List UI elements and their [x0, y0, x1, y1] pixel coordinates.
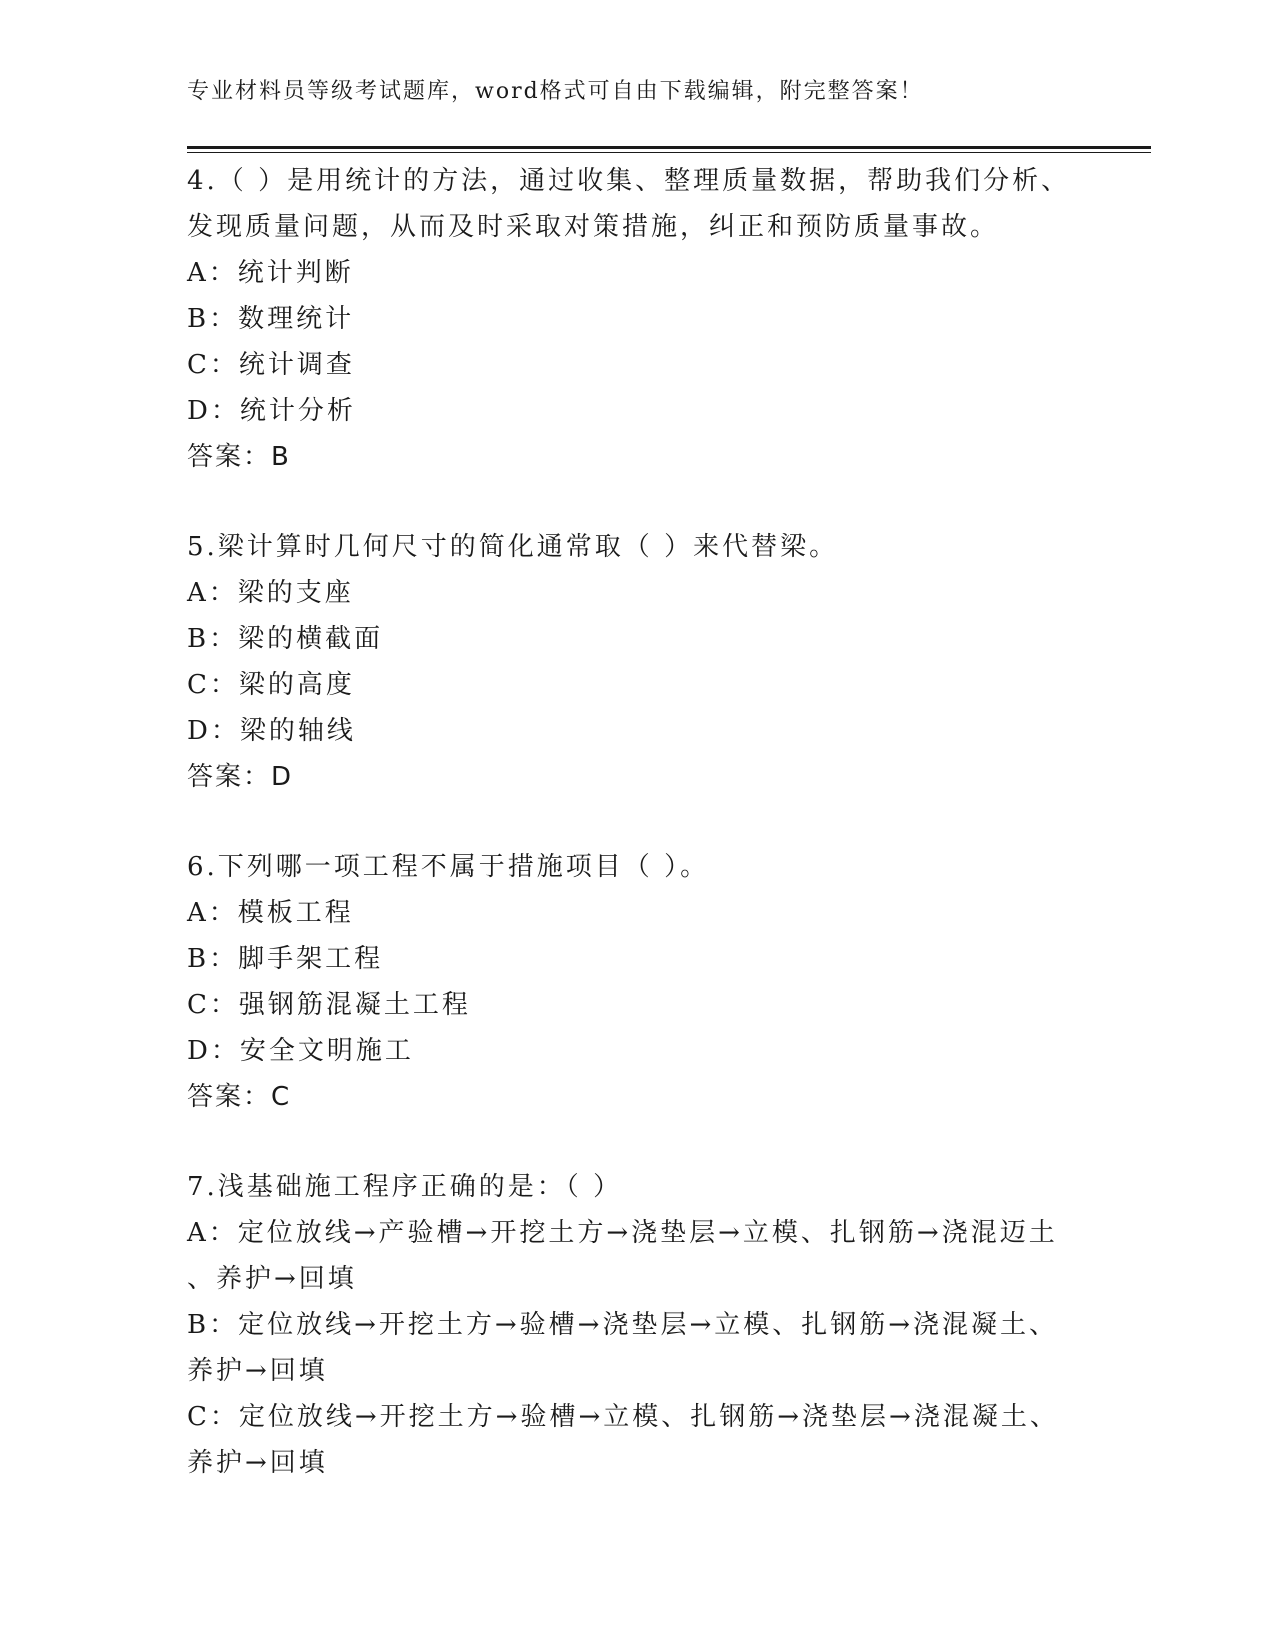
header-rule — [187, 146, 1151, 149]
option-c: C：梁的高度 — [187, 670, 355, 700]
option-b: B：梁的横截面 — [187, 624, 384, 654]
option-a: A：定位放线→产验槽→开挖土方→浇垫层→立模、扎钢筋→浇混迈土 — [187, 1218, 1058, 1248]
question-6 — [187, 844, 1087, 1120]
question-5 — [187, 524, 1087, 800]
question-stem-line: 5.梁计算时几何尺寸的简化通常取（ ）来代替梁。 — [187, 532, 839, 562]
option-c: C：强钢筋混凝土工程 — [187, 990, 471, 1020]
option-a: A：梁的支座 — [187, 578, 354, 608]
answer-label: 答案：D — [187, 762, 294, 792]
option-b: B：数理统计 — [187, 304, 355, 334]
option-c-continued: 养护→回填 — [187, 1448, 328, 1478]
question-stem-line: 发现质量问题，从而及时采取对策措施，纠正和预防质量事故。 — [187, 212, 1000, 242]
option-d: D：梁的轴线 — [187, 716, 356, 746]
option-b: B：脚手架工程 — [187, 944, 384, 974]
option-b-continued: 养护→回填 — [187, 1356, 328, 1386]
option-c: C：统计调查 — [187, 350, 355, 380]
page-header-text: 专业材料员等级考试题库，word格式可自由下载编辑，附完整答案！ — [187, 79, 924, 104]
option-d: D：安全文明施工 — [187, 1036, 414, 1066]
question-stem-line: 6.下列哪一项工程不属于措施项目（ ）。 — [187, 852, 710, 882]
option-d: D：统计分析 — [187, 396, 356, 426]
option-c: C：定位放线→开挖土方→验槽→立模、扎钢筋→浇垫层→浇混凝土、 — [187, 1402, 1059, 1432]
option-a: A：模板工程 — [187, 898, 354, 928]
question-list — [187, 158, 1087, 1530]
option-a: A：统计判断 — [187, 258, 354, 288]
answer-label: 答案：C — [187, 1082, 292, 1112]
option-a-continued: 、养护→回填 — [187, 1264, 357, 1294]
question-4 — [187, 158, 1087, 480]
question-7 — [187, 1164, 1087, 1486]
question-stem-line: 7.浅基础施工程序正确的是：（ ） — [187, 1172, 623, 1202]
answer-label: 答案：B — [187, 442, 291, 472]
header-rule-thin — [187, 152, 1151, 153]
question-stem-line: 4.（ ）是用统计的方法，通过收集、整理质量数据，帮助我们分析、 — [187, 166, 1071, 196]
option-b: B：定位放线→开挖土方→验槽→浇垫层→立模、扎钢筋→浇混凝土、 — [187, 1310, 1059, 1340]
